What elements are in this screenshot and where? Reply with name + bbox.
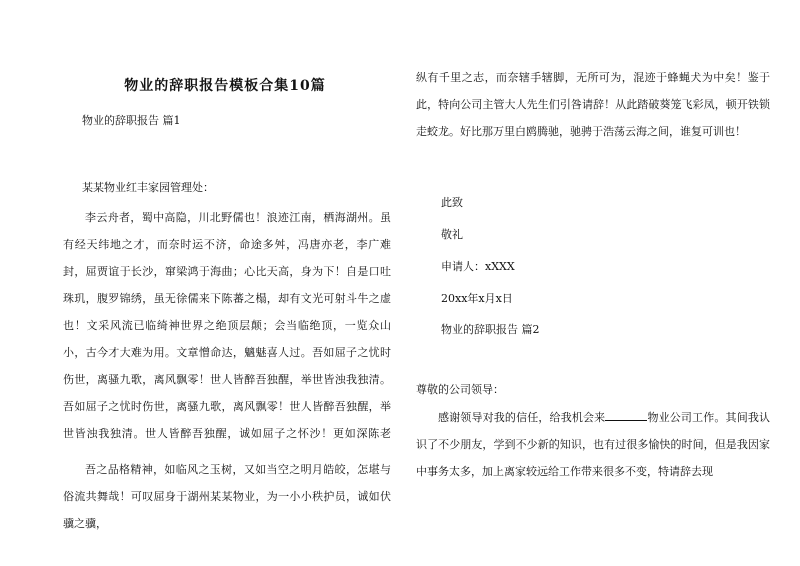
section2-paragraph-1-text	[416, 404, 770, 485]
section1-paragraph-2-text: 吾之品格精神，如临风之玉树，又如当空之明月皓皎，怎堪与俗流共舞哉！可叹屈身于湖州某某物业，为一小小秩护员，诚如伏骥之骥，	[63, 463, 391, 530]
right-paragraph-1	[416, 64, 770, 176]
section2-paragraph-1-part-a: 感谢领导对我的信任，给我机会来	[438, 411, 606, 424]
blank-underline	[605, 409, 647, 421]
section2-paragraph-1	[416, 404, 770, 514]
applicant-line: 申请人：xXXX	[441, 260, 515, 273]
section1-paragraph-1	[63, 204, 391, 454]
document-title: 物业的辞职报告模板合集10篇	[124, 78, 326, 94]
section2-salutation: 尊敬的公司领导：	[416, 383, 504, 396]
section2-heading: 物业的辞职报告 篇2	[441, 323, 540, 336]
section1-heading: 物业的辞职报告 篇1	[82, 114, 181, 127]
closing-line-2: 敬礼	[441, 228, 463, 241]
right-paragraph-1-text: 纵有千里之志，而奈辖手辖脚，无所可为，混迹于蜂蝇犬为中矣！鉴于此，特向公司主管大人先生们引咎请辞！从此踏破葵笼飞彩凤，顿开铁锁走蛟龙。好比那万里白鸥腾驰，驰骋于浩荡云海之间，谁复可训也！	[416, 71, 770, 138]
date-line: 20xx年x月x日	[441, 292, 513, 305]
closing-line-1: 此致	[441, 196, 463, 209]
section1-paragraph-1-text: 李云舟者，蜀中高隐，川北野儒也！浪迹江南，栖海湖州。虽有经天纬地之才，而奈时运不济，命途多舛，冯唐亦老，李广难封，屈贾谊于长沙，窜梁鸿于海曲；心比天高，身为下！自是口吐珠玑，腹罗锦绣，虽无徐儒来下陈蕃之榻，却有文光可射斗牛之虚也！文采风流已临绮神世界之绝顶层颠；会当临绝顶，一览众山小，古今才大难为用。文章憎命达，魑魅喜人过。吾如屈子之忧时伤世，离骚九歌，离风飘零！世人皆醉吾独醒，举世皆浊我独清。吾如屈子之忧时伤世，离骚九歌，离风飘零！世人皆醉吾独醒，举世皆浊我独清。世人皆醉吾独醒，诚如屈子之怀沙！更如深陈老	[63, 211, 391, 440]
section1-salutation: 某某物业红丰家园管理处：	[82, 181, 214, 194]
section2-paragraph-1-part-b: 物业公司工作。其间我认识了不少朋友，学到不少新的知识，也有过很多愉快的时间，但是我因家中事务太多，加上离家较远给工作带来很多不变，特请辞去现	[416, 411, 770, 478]
section1-paragraph-2	[63, 456, 391, 564]
